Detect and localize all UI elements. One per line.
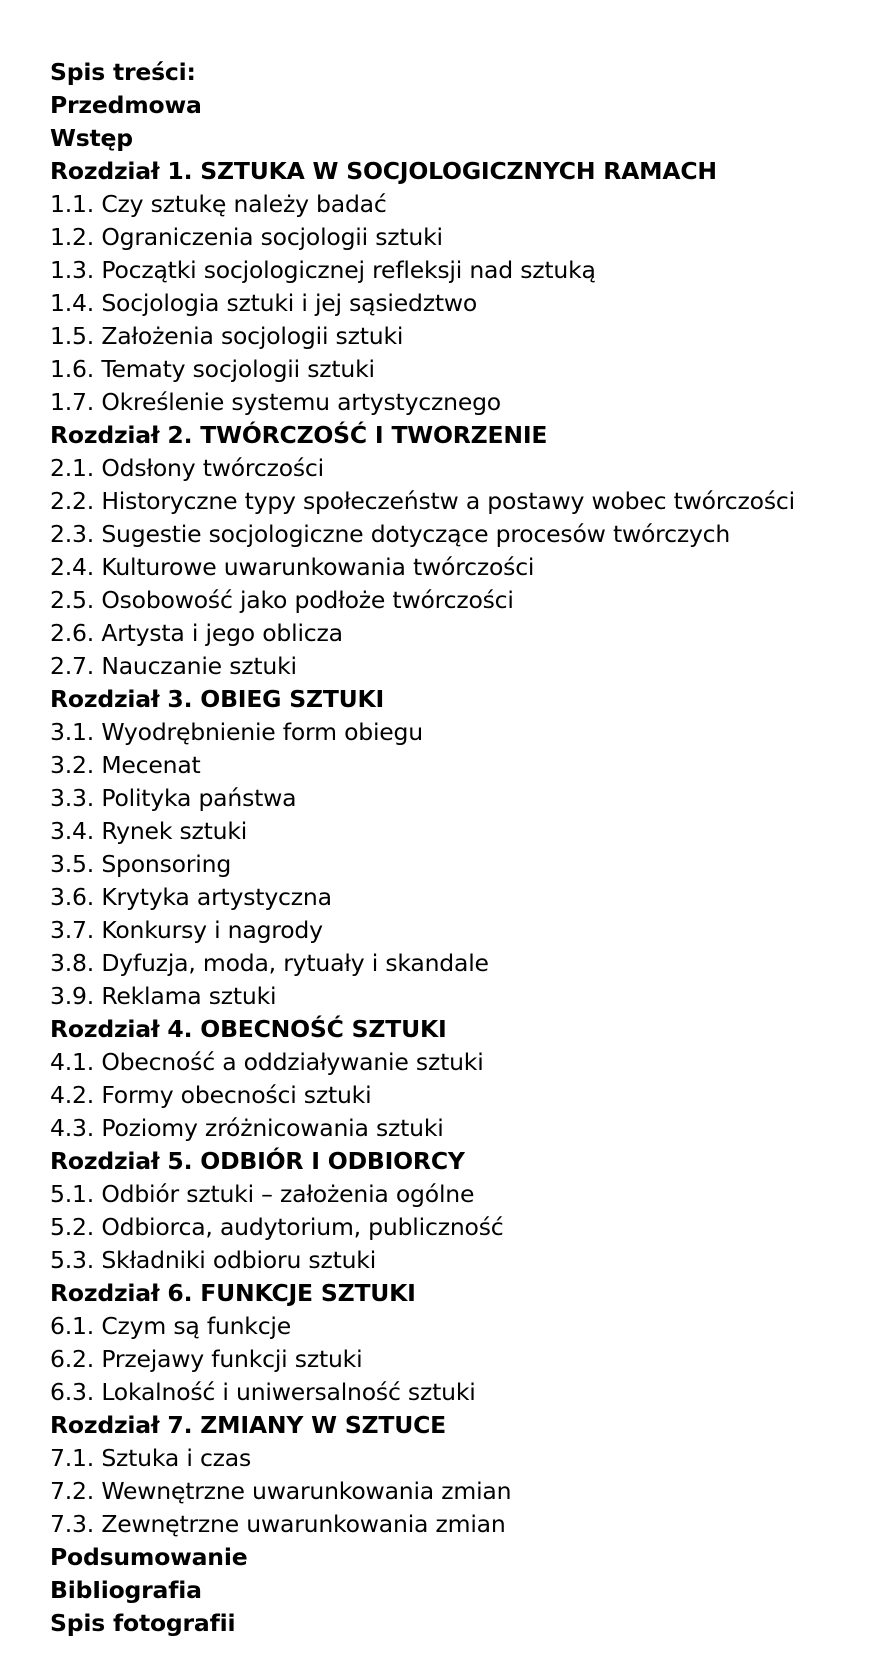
- toc-section-entry: 2.1. Odsłony twórczości: [50, 454, 324, 482]
- toc-section-entry: 1.6. Tematy socjologii sztuki: [50, 355, 375, 383]
- toc-section-entry: 3.9. Reklama sztuki: [50, 982, 277, 1010]
- toc-section-entry: 1.5. Założenia socjologii sztuki: [50, 322, 404, 350]
- toc-chapter-heading: Rozdział 6. FUNKCJE SZTUKI: [50, 1279, 416, 1307]
- toc-section-entry: 7.1. Sztuka i czas: [50, 1444, 252, 1472]
- toc-section-entry: 2.2. Historyczne typy społeczeństw a postawy wobec twórczości: [50, 487, 795, 515]
- toc-section-entry: 3.1. Wyodrębnienie form obiegu: [50, 718, 423, 746]
- toc-section-entry: 5.3. Składniki odbioru sztuki: [50, 1246, 377, 1274]
- toc-section-entry: 4.1. Obecność a oddziaływanie sztuki: [50, 1048, 484, 1076]
- toc-chapter-heading: Rozdział 5. ODBIÓR I ODBIORCY: [50, 1147, 465, 1175]
- toc-top-entry: BibIiografia: [50, 1576, 202, 1604]
- toc-chapter-heading: Rozdział 1. SZTUKA W SOCJOLOGICZNYCH RAMACH: [50, 157, 717, 185]
- toc-section-entry: 3.8. Dyfuzja, moda, rytuały i skandale: [50, 949, 489, 977]
- toc-section-entry: 2.3. Sugestie socjologiczne dotyczące procesów twórczych: [50, 520, 731, 548]
- toc-section-entry: 2.5. Osobowość jako podłoże twórczości: [50, 586, 514, 614]
- toc-section-entry: 1.2. Ograniczenia socjologii sztuki: [50, 223, 443, 251]
- toc-section-entry: 2.4. Kulturowe uwarunkowania twórczości: [50, 553, 535, 581]
- toc-heading: Spis treści:: [50, 58, 196, 86]
- toc-top-entry: Spis fotografii: [50, 1609, 236, 1637]
- toc-section-entry: 6.1. Czym są funkcje: [50, 1312, 292, 1340]
- toc-section-entry: 7.3. Zewnętrzne uwarunkowania zmian: [50, 1510, 506, 1538]
- toc-section-entry: 3.3. Polityka państwa: [50, 784, 297, 812]
- toc-section-entry: 3.5. Sponsoring: [50, 850, 232, 878]
- toc-section-entry: 1.7. Określenie systemu artystycznego: [50, 388, 501, 416]
- toc-section-entry: 5.1. Odbiór sztuki – założenia ogólne: [50, 1180, 475, 1208]
- table-of-contents: [50, 56, 870, 1640]
- toc-section-entry: 3.2. Mecenat: [50, 751, 201, 779]
- toc-section-entry: 3.7. Konkursy i nagrody: [50, 916, 323, 944]
- toc-section-entry: 1.1. Czy sztukę należy badać: [50, 190, 387, 218]
- toc-section-entry: 2.6. Artysta i jego oblicza: [50, 619, 343, 647]
- toc-chapter-heading: Rozdział 3. OBIEG SZTUKI: [50, 685, 385, 713]
- toc-section-entry: 5.2. Odbiorca, audytorium, publiczność: [50, 1213, 504, 1241]
- toc-section-entry: 3.6. Krytyka artystyczna: [50, 883, 332, 911]
- toc-chapter-heading: Rozdział 2. TWÓRCZOŚĆ I TWORZENIE: [50, 421, 548, 449]
- toc-section-entry: 4.2. Formy obecności sztuki: [50, 1081, 372, 1109]
- toc-section-entry: 1.4. Socjologia sztuki i jej sąsiedztwo: [50, 289, 478, 317]
- toc-top-entry: Wstęp: [50, 124, 133, 152]
- toc-section-entry: 6.2. Przejawy funkcji sztuki: [50, 1345, 363, 1373]
- toc-top-entry: Przedmowa: [50, 91, 202, 119]
- toc-section-entry: 3.4. Rynek sztuki: [50, 817, 248, 845]
- toc-top-entry: Podsumowanie: [50, 1543, 248, 1571]
- toc-chapter-heading: Rozdział 4. OBECNOŚĆ SZTUKI: [50, 1015, 447, 1043]
- toc-section-entry: 1.3. Początki socjologicznej refleksji nad sztuką: [50, 256, 596, 284]
- toc-chapter-heading: Rozdział 7. ZMIANY W SZTUCE: [50, 1411, 446, 1439]
- toc-section-entry: 7.2. Wewnętrzne uwarunkowania zmian: [50, 1477, 512, 1505]
- toc-section-entry: 6.3. Lokalność i uniwersalność sztuki: [50, 1378, 476, 1406]
- toc-section-entry: 2.7. Nauczanie sztuki: [50, 652, 297, 680]
- toc-section-entry: 4.3. Poziomy zróżnicowania sztuki: [50, 1114, 444, 1142]
- toc-list: [50, 89, 870, 1640]
